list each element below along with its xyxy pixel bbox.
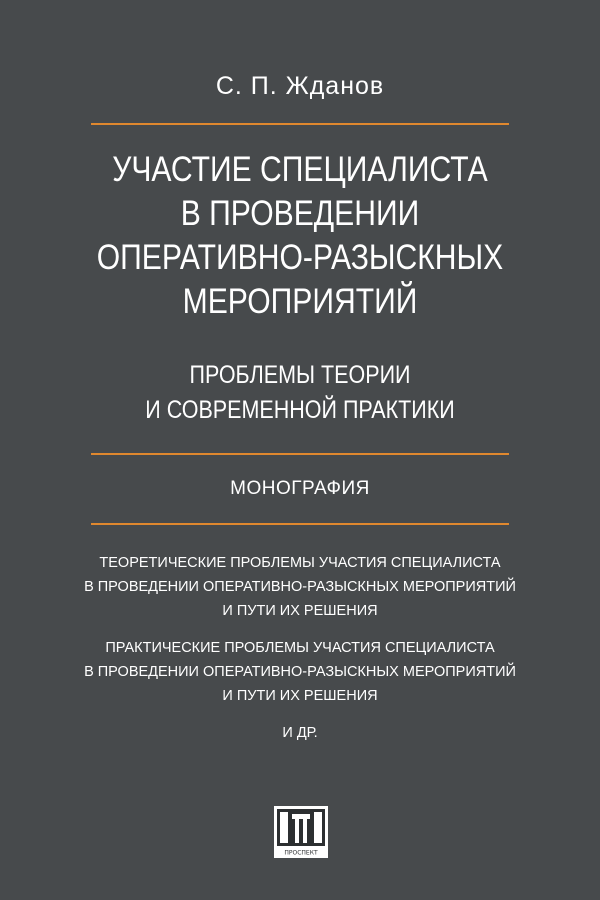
- contents-line: ТЕОРЕТИЧЕСКИЕ ПРОБЛЕМЫ УЧАСТИЯ СПЕЦИАЛИСТА: [99, 555, 501, 571]
- publisher-logo-text: ПРОСПЕКТ: [284, 849, 318, 857]
- book-genre: МОНОГРАФИЯ: [230, 478, 370, 499]
- book-subtitle: [42, 358, 558, 428]
- contents-line: В ПРОВЕДЕНИИ ОПЕРАТИВНО-РАЗЫСКНЫХ МЕРОПРИЯТИЙ: [84, 664, 516, 680]
- contents-item: [0, 636, 600, 708]
- publisher-logo-icon: [274, 806, 328, 858]
- contents-item: [0, 551, 600, 623]
- divider-rule: [91, 123, 509, 125]
- subtitle-line: И СОВРЕМЕННОЙ ПРАКТИКИ: [145, 396, 455, 424]
- title-line: МЕРОПРИЯТИЙ: [182, 282, 418, 321]
- title-line: ОПЕРАТИВНО-РАЗЫСКНЫХ: [96, 238, 504, 277]
- book-title: [42, 148, 558, 324]
- divider-rule: [91, 523, 509, 525]
- contents-line: В ПРОВЕДЕНИИ ОПЕРАТИВНО-РАЗЫСКНЫХ МЕРОПРИЯТИЙ: [84, 579, 516, 595]
- subtitle-line: ПРОБЛЕМЫ ТЕОРИИ: [189, 361, 411, 389]
- title-line: В ПРОВЕДЕНИИ: [180, 194, 420, 233]
- contents-line: ПРАКТИЧЕСКИЕ ПРОБЛЕМЫ УЧАСТИЯ СПЕЦИАЛИСТА: [105, 640, 495, 656]
- divider-rule: [91, 453, 509, 455]
- author-name: С. П. Жданов: [215, 72, 385, 100]
- contents-line: И ПУТИ ИХ РЕШЕНИЯ: [222, 688, 378, 704]
- contents-etc: И ДР.: [282, 725, 318, 741]
- contents-list: [0, 551, 600, 745]
- contents-line: И ПУТИ ИХ РЕШЕНИЯ: [222, 603, 378, 619]
- title-line: УЧАСТИЕ СПЕЦИАЛИСТА: [112, 150, 488, 189]
